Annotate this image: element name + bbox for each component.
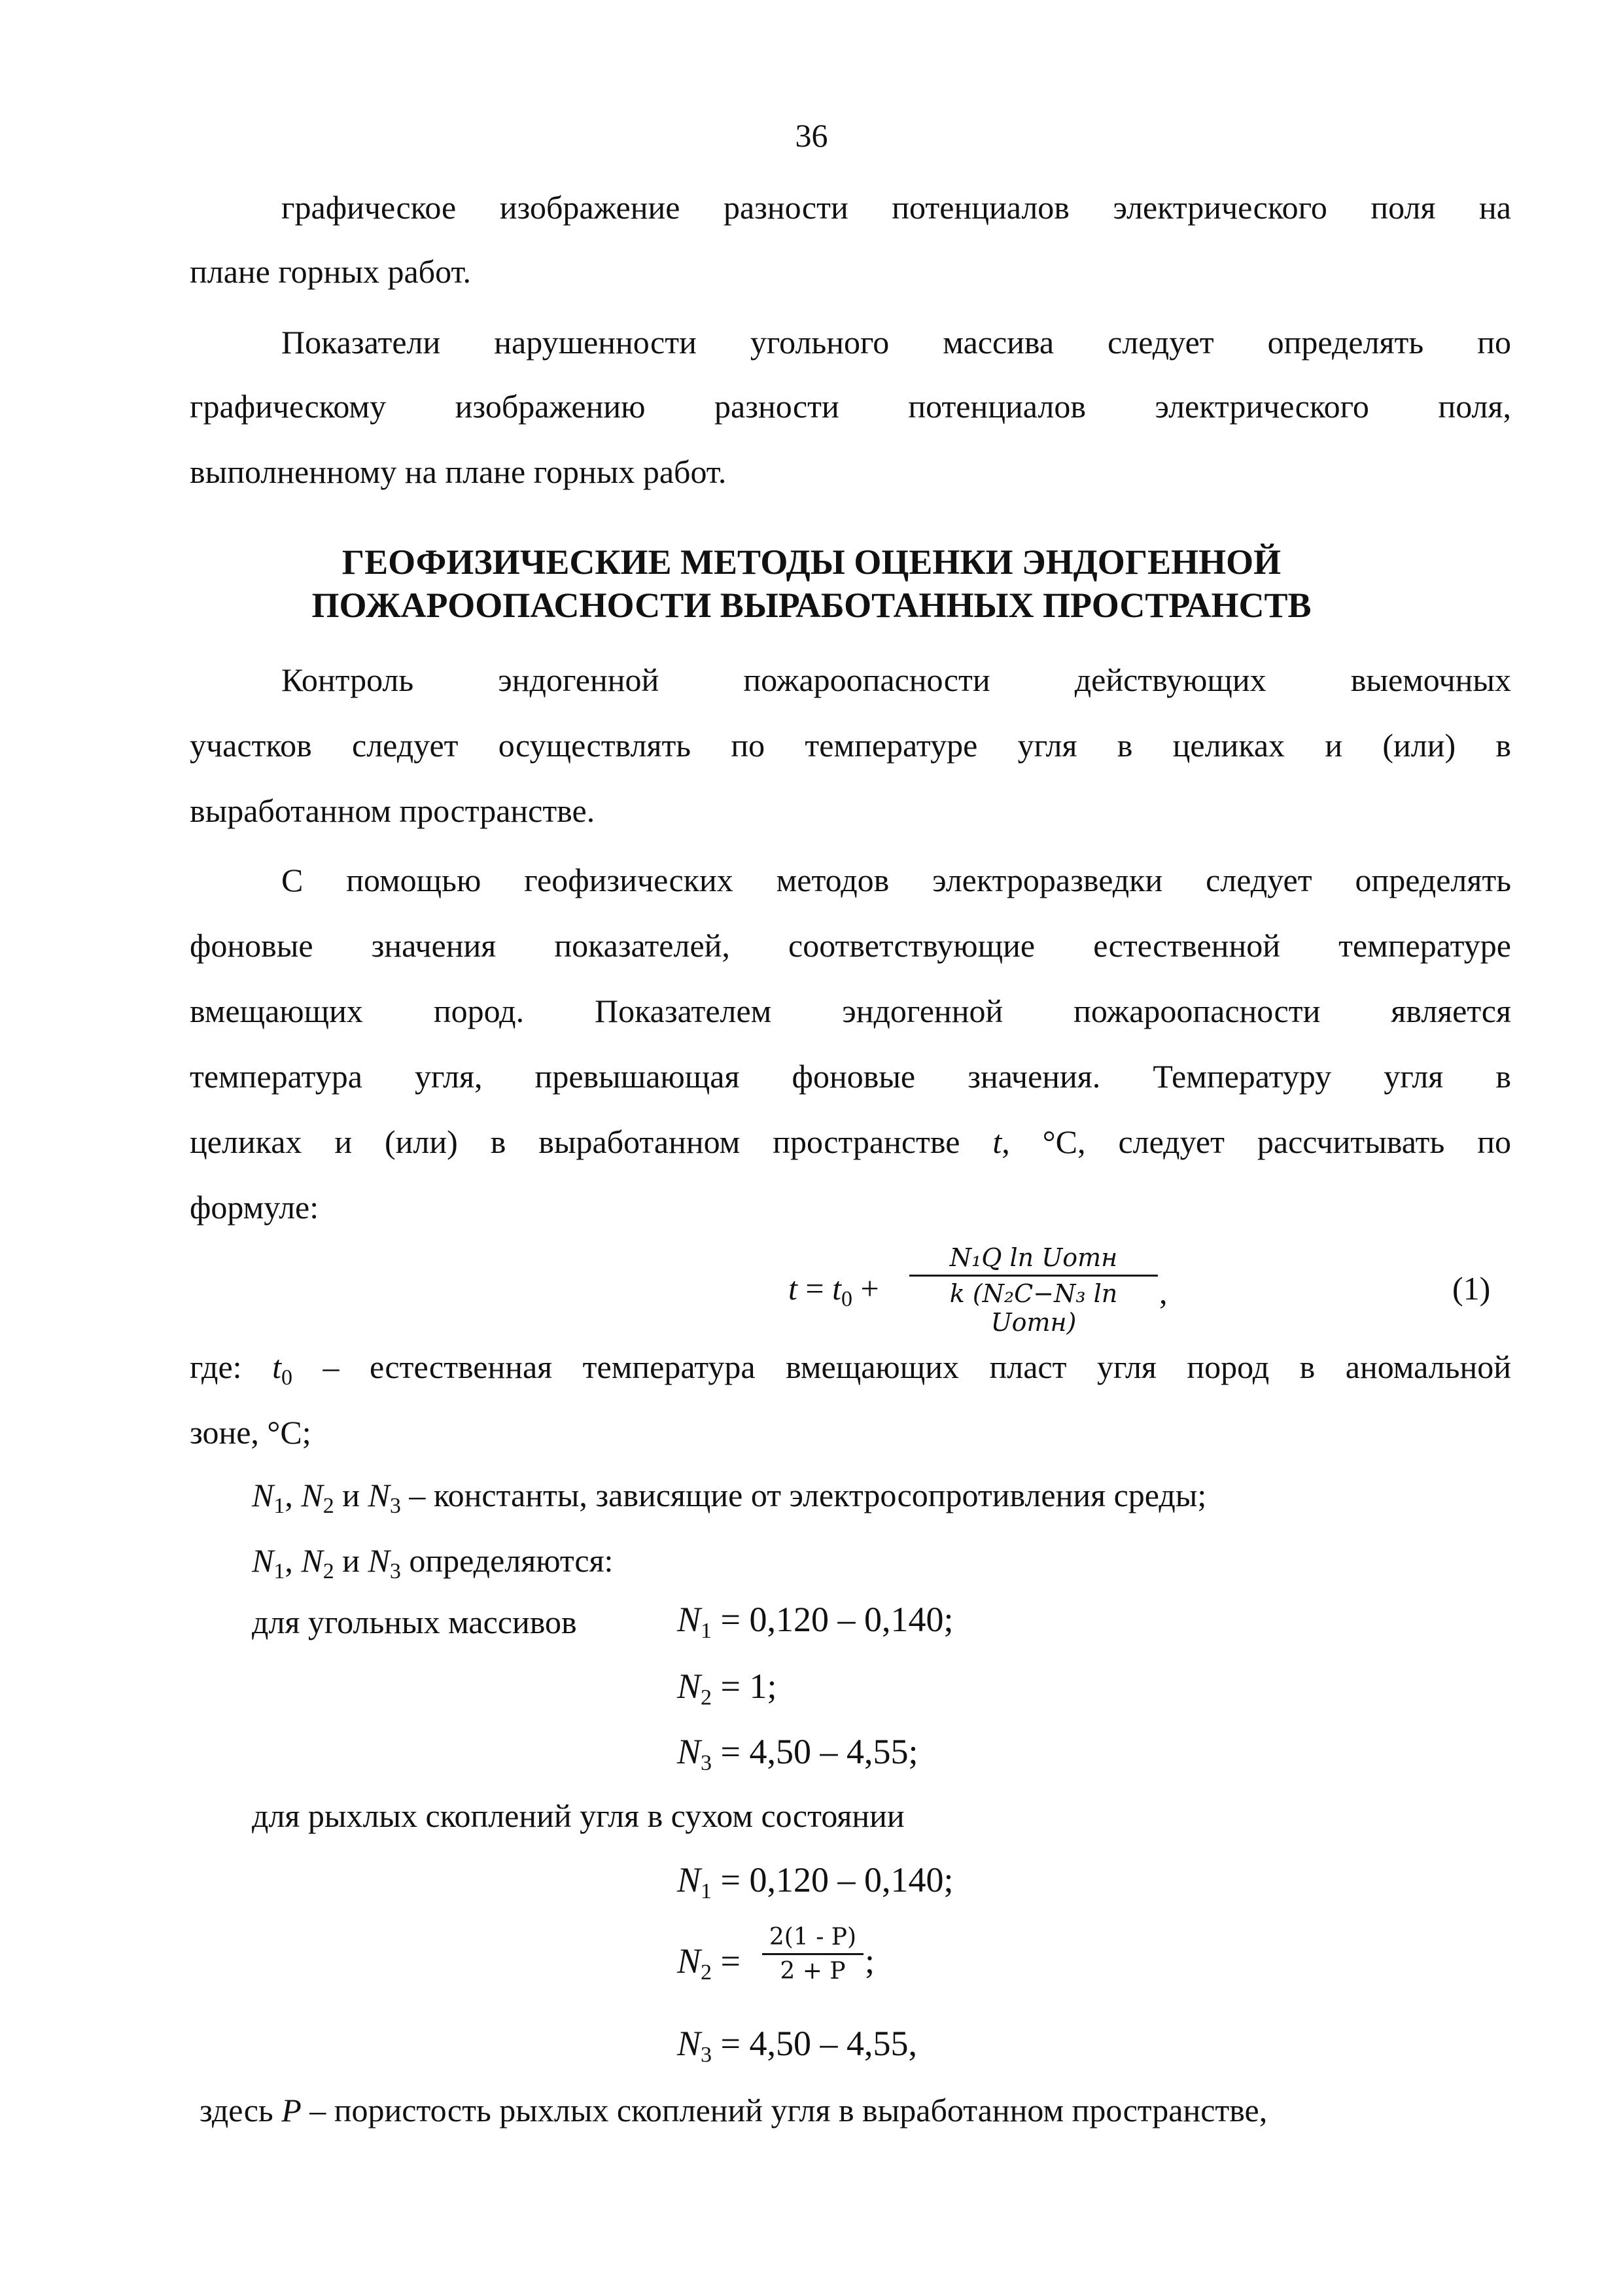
paragraph-4-line-1: С помощью геофизических методов электроразведки следует определять — [281, 862, 1511, 898]
fraction-bar — [909, 1275, 1158, 1277]
paragraph-1-line-1: графическое изображение разности потенциалов электрического поля на — [281, 189, 1511, 226]
constants-line-2: $N_1$, $N_2$ и $N_3$ определяются: — [252, 1542, 614, 1583]
porosity-line: здесь P – пористость рыхлых скоплений угля в выработанном пространстве, — [200, 2092, 1268, 2128]
loose-coal-label: для рыхлых скоплений угля в сухом состоянии — [252, 1797, 905, 1834]
where-line-1: где: $t_0$ – естественная температура вмещающих пласт угля пород в аномальной — [190, 1349, 1511, 1390]
paragraph-1-line-2: плане горных работ. — [190, 253, 472, 290]
loose-coal-n3: $N_3 = 4,50 - 4,55$, — [677, 2024, 917, 2067]
where-line-2: зоне, °C; — [190, 1414, 311, 1451]
formula-fraction — [909, 1243, 1158, 1337]
loose-coal-n2-fraction: 2(1 - P) 2 + P — [762, 1924, 864, 1985]
coal-massifs-label: для угольных массивов — [252, 1604, 577, 1640]
section-heading-line-2: ПОЖАРООПАСНОСТИ ВЫРАБОТАННЫХ ПРОСТРАНСТВ — [311, 586, 1312, 625]
paragraph-2-line-2: графическому изображению разности потенциалов электрического поля, — [190, 388, 1511, 425]
paragraph-4-line-4: температура угля, превышающая фоновые значения. Температуру угля в — [190, 1058, 1511, 1095]
page-number: 36 — [795, 117, 828, 154]
paragraph-4-line-3: вмещающих пород. Показателем эндогенной пожароопасности является — [190, 993, 1511, 1029]
paragraph-3-line-2: участков следует осуществлять по температуре угля в целиках и (или) в — [190, 727, 1511, 764]
loose-coal-n1: $N_1 = 0,120 - 0,140$; — [677, 1860, 954, 1903]
formula-lhs: t — [788, 1270, 797, 1307]
paragraph-2-line-3: выполненному на плане горных работ. — [190, 453, 727, 490]
paragraph-3-line-3: выработанном пространстве. — [190, 792, 595, 829]
formula-numerator: N₁Q ln Uотн — [949, 1243, 1118, 1272]
formula-number: (1) — [1452, 1270, 1491, 1307]
loose-coal-n2: $N_2$ = — [677, 1941, 741, 1985]
paragraph-2-line-1: Показатели нарушенности угольного массива следует определять по — [281, 324, 1511, 361]
fraction-bar — [762, 1953, 864, 1955]
constants-line-1: $N_1$, $N_2$ и $N_3$ – константы, зависящие от электросопротивления среды; — [252, 1477, 1207, 1518]
section-heading-line-1: ГЕОФИЗИЧЕСКИЕ МЕТОДЫ ОЦЕНКИ ЭНДОГЕННОЙ — [341, 542, 1282, 582]
coal-massifs-n1: $N_1 = 0,120 - 0,140$; — [677, 1600, 954, 1643]
document-page: 36 графическое изображение разности потенциалов электрического поля на плане горных работ. Показатели нарушенности угольного массива следует определять по графическому изображению разности потенциалов электрического поля, выполненному на плане горных работ. ГЕОФИЗИЧЕСКИЕ МЕТОДЫ ОЦЕНКИ ЭНДОГЕННОЙ ПОЖАРООПАСНОСТИ ВЫРАБОТАННЫХ ПРОСТРАНСТВ Контроль эндогенной пожароопасности действующих выемочных участков следует осуществлять по температуре угля в целиках и (или) в выработанном пространстве. С помощью геофизических методов электроразведки следует определять фоновые значения показателей, соответствующие естественной температуре вмещающих пород. Показателем эндогенной пожароопасности является температура угля, превышающая фоновые значения. Температуру угля в целиках и (или) в выработанном пространстве t, °C, следует рассчитывать по формуле: $t = t_0$ + N₁Q ln Uотн k (N₂C−N₃ ln Uотн) , (1) где: $t_0$ – естественная температура вмещающих пласт угля пород в аномальной зоне, °C; $N_1$, $N_2$ и $N_3$ – константы, зависящие от электросопротивления среды; $N_1$, $N_2$ и $N_3$ определяются: для угольных массивов $N_1 = 0,120 - 0,140$; $N_2 = 1$; $N_3 = 4,50 - 4,55$; для рыхлых скоплений угля в сухом состоянии $N_1 = 0,120 - 0,140$; $N_2$ = 2(1 - P) 2 + P ; $N_3 = 4,50 - 4,55$, здесь P – пористость рыхлых скоплений угля в выработанном пространстве, — [0, 0, 1623, 2296]
paragraph-4-line-2: фоновые значения показателей, соответствующие естественной температуре — [190, 927, 1511, 964]
coal-massifs-n3: $N_3 = 4,50 - 4,55$; — [677, 1732, 918, 1775]
paragraph-3-line-1: Контроль эндогенной пожароопасности действующих выемочных — [281, 662, 1511, 698]
coal-massifs-n2: $N_2 = 1$; — [677, 1667, 777, 1710]
paragraph-4-line-5: целиках и (или) в выработанном пространстве t, °C, следует рассчитывать по — [190, 1123, 1512, 1160]
formula-denominator: k (N₂C−N₃ ln Uотн) — [949, 1279, 1118, 1337]
paragraph-4-line-6: формуле: — [190, 1189, 319, 1226]
